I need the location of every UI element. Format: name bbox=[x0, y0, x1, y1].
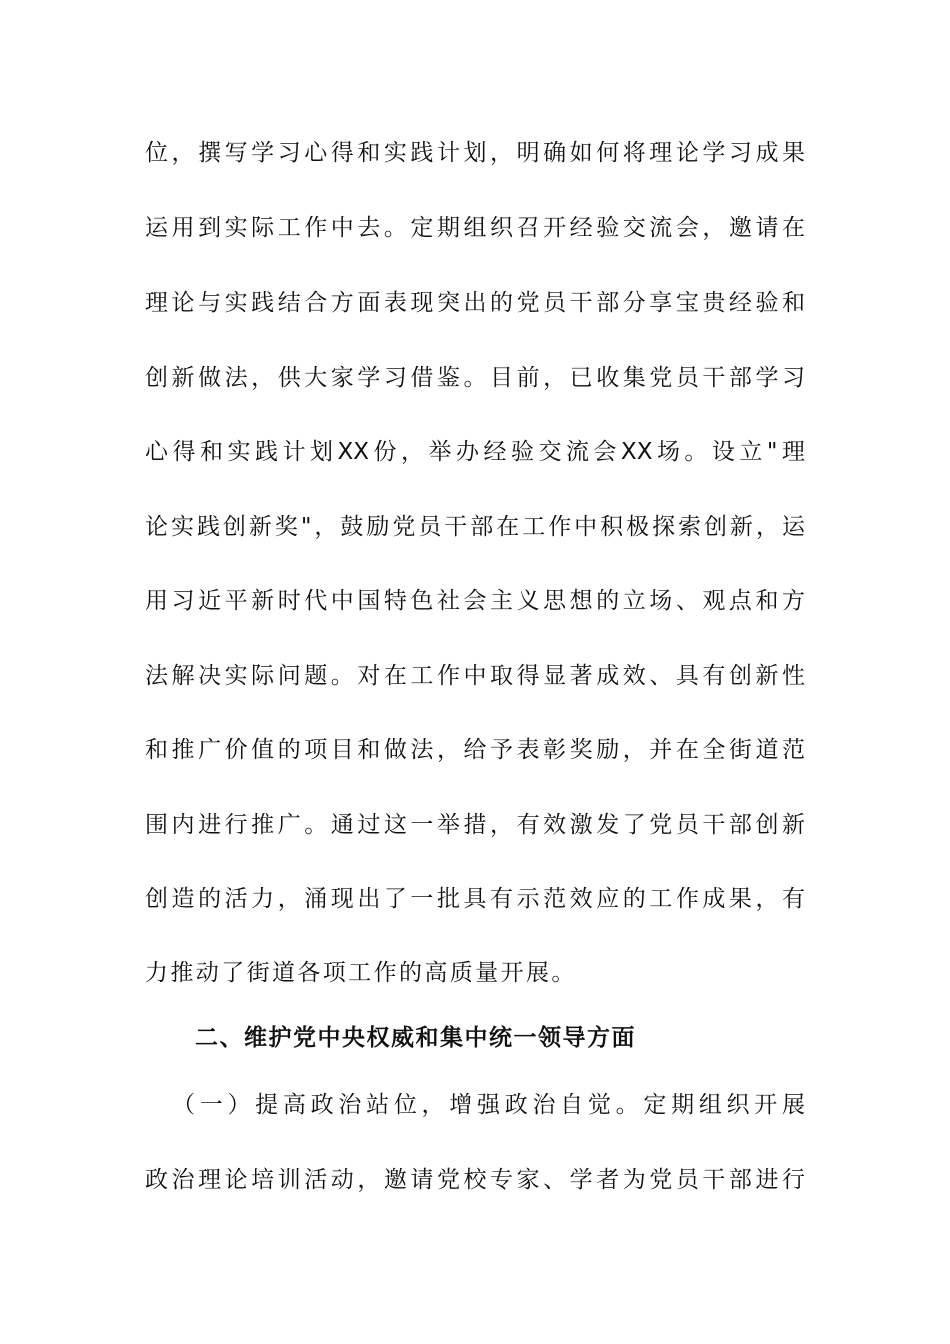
paragraph-line: 政治理论培训活动，邀请党校专家、学者为党员干部进行 bbox=[145, 1167, 805, 1193]
paragraph-line: 运用到实际工作中去。定期组织召开经验交流会，邀请在 bbox=[145, 215, 805, 241]
section-heading: 二、维护党中央权威和集中统一领导方面 bbox=[195, 1025, 636, 1051]
paragraph-line: 位，撰写学习心得和实践计划，明确如何将理论学习成果 bbox=[145, 140, 805, 166]
paragraph-line: 和推广价值的项目和做法，给予表彰奖励，并在全街道范 bbox=[145, 737, 805, 763]
paragraph-line: 法解决实际问题。对在工作中取得显著成效、具有创新性 bbox=[145, 663, 805, 689]
paragraph-line: 力推动了街道各项工作的高质量开展。 bbox=[145, 960, 577, 986]
paragraph-line: 创造的活力，涌现出了一批具有示范效应的工作成果，有 bbox=[145, 886, 805, 912]
paragraph-line: 创新做法，供大家学习借鉴。目前，已收集党员干部学习 bbox=[145, 365, 805, 391]
paragraph-line: 论实践创新奖"，鼓励党员干部在工作中积极探索创新，运 bbox=[145, 514, 805, 540]
paragraph-line: 用习近平新时代中国特色社会主义思想的立场、观点和方 bbox=[145, 588, 805, 614]
paragraph-line: （一）提高政治站位，增强政治自觉。定期组织开展 bbox=[172, 1092, 805, 1118]
paragraph-line: 围内进行推广。通过这一举措，有效激发了党员干部创新 bbox=[145, 812, 805, 838]
paragraph-line: 理论与实践结合方面表现突出的党员干部分享宝贵经验和 bbox=[145, 290, 805, 316]
paragraph-line: 心得和实践计划XX份，举办经验交流会XX场。设立"理 bbox=[145, 439, 805, 465]
